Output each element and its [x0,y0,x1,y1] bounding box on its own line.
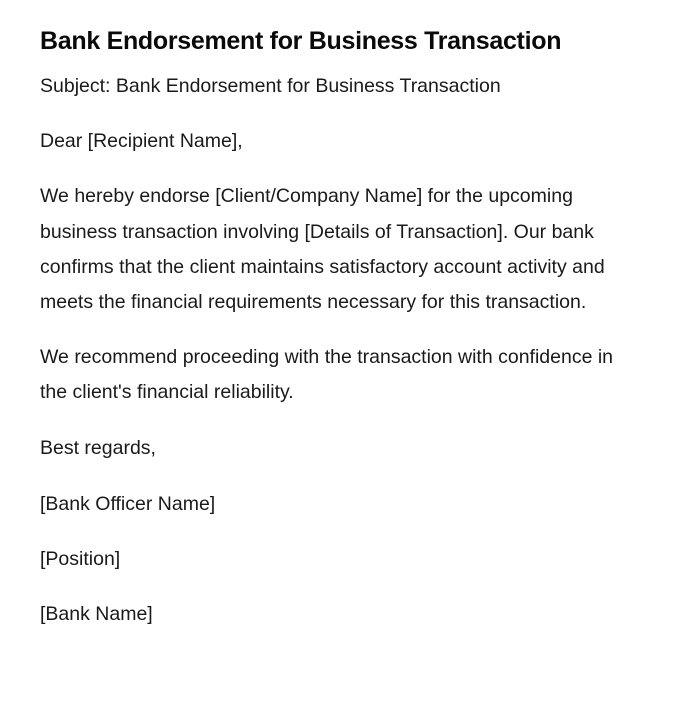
signature-position: [Position] [40,548,121,571]
salutation: Dear [Recipient Name], [40,130,243,153]
body-paragraph-endorsement: We hereby endorse [Client/Company Name] for the upcoming business transaction involving [Details of Transaction]. Our bank confirms that the client maintains satisfactory account activity and meets the financial requirements necessary for this transaction. [40,185,605,314]
signature-officer-name: [Bank Officer Name] [40,492,216,515]
body-paragraph-recommendation: We recommend proceeding with the transaction with confidence in the client's financial reliability. [40,346,614,404]
closing: Best regards, [40,436,156,459]
document-title: Bank Endorsement for Business Transaction [40,27,562,55]
signature-bank-name: [Bank Name] [40,603,153,626]
subject-line: Subject: Bank Endorsement for Business Transaction [40,75,501,97]
